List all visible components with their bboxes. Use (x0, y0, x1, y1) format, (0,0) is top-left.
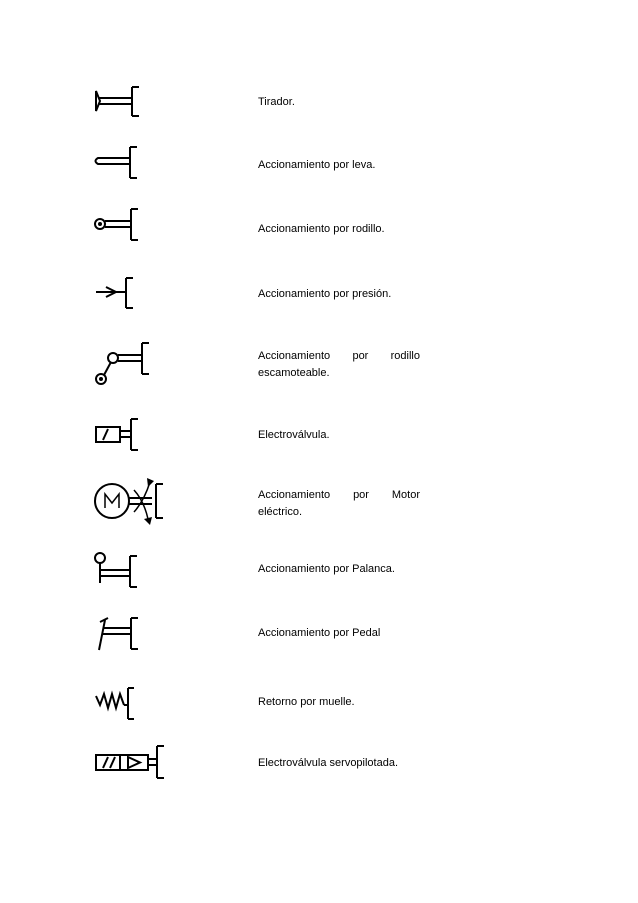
symbol-label-palanca: Accionamiento por Palanca. (258, 563, 395, 575)
symbol-label-rodillo: Accionamiento por rodillo. (258, 223, 385, 235)
servo-piloted-solenoid-valve-icon (90, 742, 180, 786)
pressure-actuator-icon (92, 272, 152, 312)
spring-return-icon (90, 682, 150, 726)
cam-actuator-icon (90, 145, 150, 185)
symbol-label-presion: Accionamiento por presión. (258, 288, 392, 300)
pedal-actuator-icon (90, 613, 150, 657)
symbol-label-servopilotada: Electroválvula servopilotada. (258, 757, 399, 769)
electric-motor-actuator-icon (90, 474, 170, 534)
retractable-roller-actuator-icon (90, 338, 160, 394)
symbol-label-muelle: Retorno por muelle. (258, 696, 355, 708)
lever-actuator-icon (90, 549, 150, 593)
symbol-label-motor-electrico: Accionamiento por Motor eléctrico. (258, 489, 420, 518)
symbol-label-pedal: Accionamiento por Pedal (258, 627, 381, 639)
pull-handle-actuator-icon (90, 85, 150, 125)
symbol-label-electrovalvula: Electroválvula. (258, 429, 330, 441)
symbol-label-leva: Accionamiento por leva. (258, 159, 376, 171)
symbol-label-tirador: Tirador. (258, 96, 295, 108)
roller-actuator-icon (90, 207, 150, 247)
symbol-label-rodillo-escamoteable: Accionamiento por rodillo escamoteable. (258, 350, 420, 379)
solenoid-valve-icon (90, 418, 150, 458)
